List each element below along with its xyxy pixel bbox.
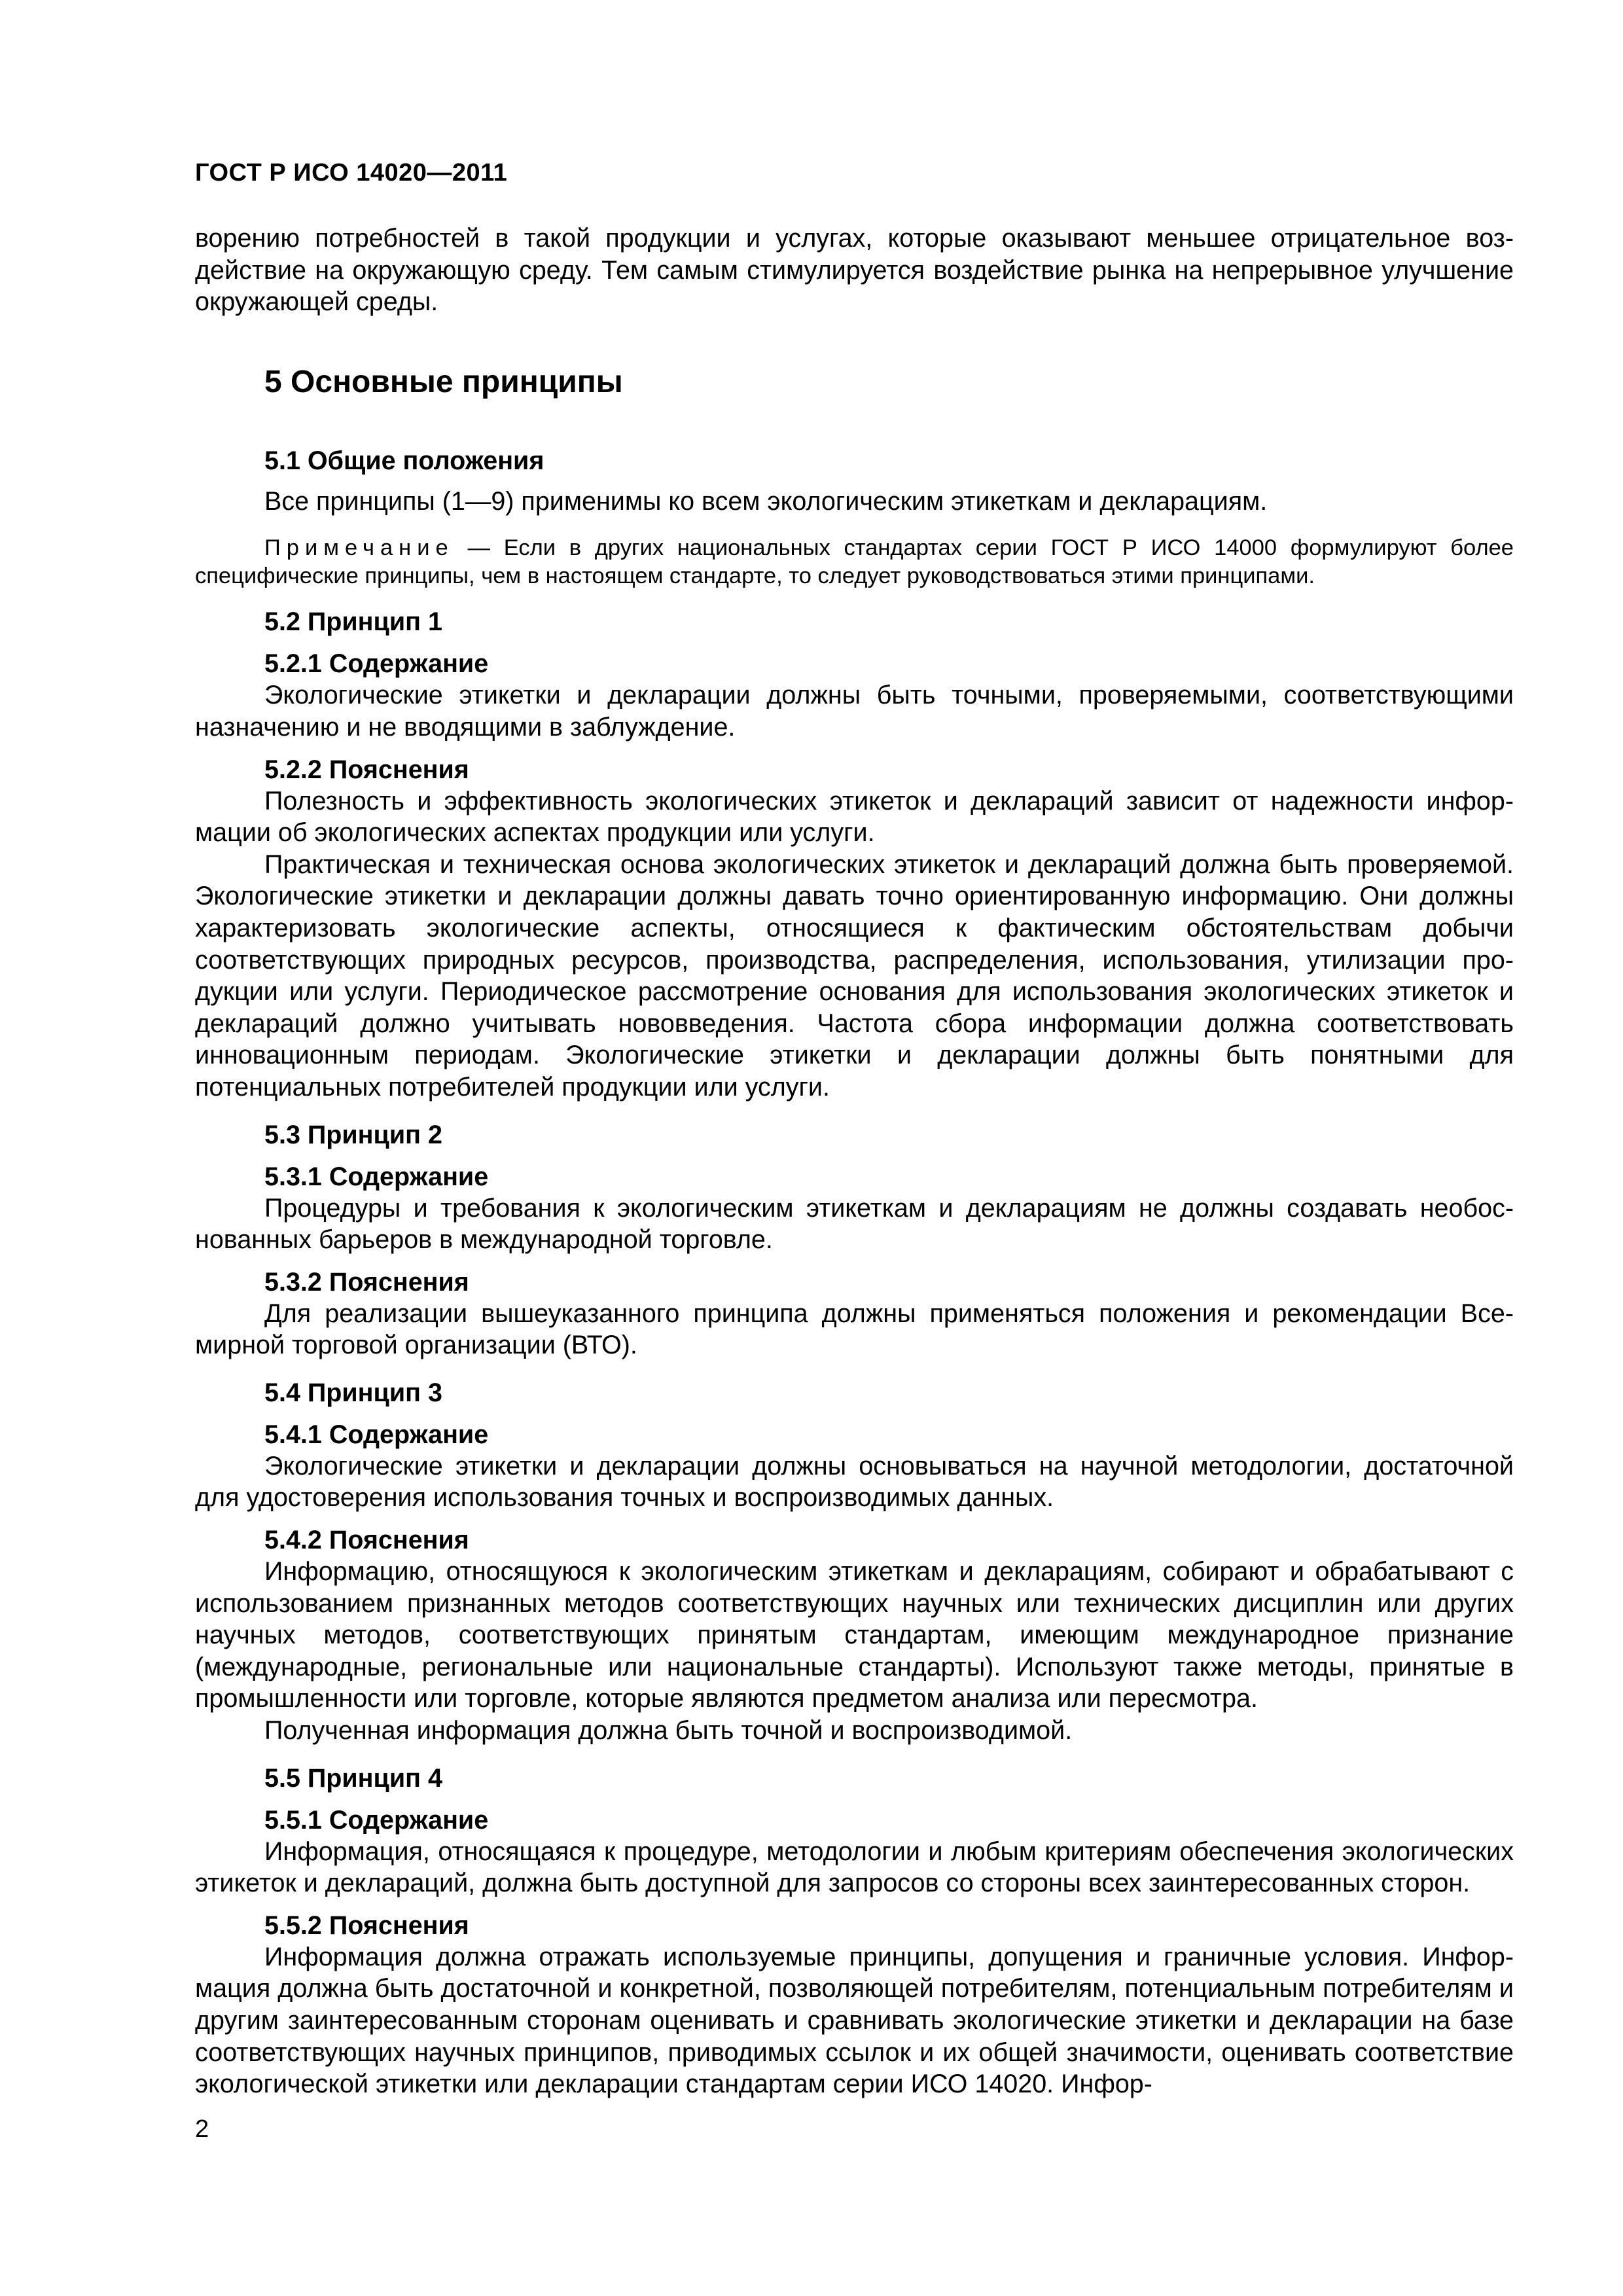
section-5-2-1-heading: 5.2.1 Содержание bbox=[264, 649, 489, 679]
section-5-2-2-paragraph-2: Практическая и техническая основа экологических этикеток и деклараций должна быть проверяемой. Экологические этикетки и декларации должны давать точно ориентированную информацию. Они должны характеризовать экологические аспекты, относящиеся к фактическим обстоятельствам добычи соответствующих природных ресурсов, производства, распределения, использования, утилизации продукции или услуги. Периодическое рассмотрение основания для использования экологических этикеток и деклараций должно учитывать нововведения. Частота сбора информации должна соответствовать инновационным периодам. Экологические этикетки и декларации должны быть понятными для потенциальных потребителей продукции или услуги. bbox=[195, 850, 1514, 1102]
section-5-heading: 5 Основные принципы bbox=[264, 364, 623, 399]
section-5-1-text: Все принципы (1—9) применимы ко всем экологическим этикеткам и декларациям. bbox=[264, 486, 1268, 516]
section-5-1-heading: 5.1 Общие положения bbox=[264, 446, 544, 475]
section-5-3-2-paragraph-1: Для реализации вышеуказанного принципа должны применяться положения и рекомендации Всемирной торговой организации (ВТО). bbox=[195, 1299, 1514, 1360]
section-5-4-1-text: Экологические этикетки и декларации должны основываться на научной методологии, достаточной для удостоверения использования точных и воспроизводимых данных. bbox=[195, 1451, 1514, 1513]
section-5-1-note bbox=[195, 534, 1514, 590]
section-5-5-heading: 5.5 Принцип 4 bbox=[264, 1763, 442, 1793]
page-number: 2 bbox=[195, 2115, 209, 2143]
intro-paragraph: ворению потребностей в такой продукции и услугах, которые оказывают меньшее отрицательное воздействие на окружающую среду. Тем самым стимулируется воздействие рынка на непрерывное улучшение окружающей среды. bbox=[195, 224, 1514, 317]
section-5-4-1-heading: 5.4.1 Содержание bbox=[264, 1420, 489, 1449]
section-5-3-2-heading: 5.3.2 Пояснения bbox=[264, 1267, 469, 1297]
section-5-2-2-paragraph-1: Полезность и эффективность экологических этикеток и деклараций зависит от надежности информации об экологических аспектах продукции или услуги. bbox=[195, 786, 1514, 848]
section-5-5-2-paragraph-1: Информация должна отражать используемые принципы, допущения и граничные условия. Информация должна быть достаточной и конкретной, позволяющей потребителям, потенциальным потребителям и другим заинтересованным сторонам оценивать и сравнивать экологические этикетки и декларации на базе соответствующих научных принципов, приводимых ссылок и их общей значимости, оценивать соответствие экологической этикетки или декларации стандартам серии ИСО 14020. Инфор- bbox=[195, 1942, 1514, 2099]
section-5-5-1-heading: 5.5.1 Содержание bbox=[264, 1805, 489, 1835]
page-header-title: ГОСТ Р ИСО 14020—2011 bbox=[195, 159, 508, 187]
section-5-2-2-heading: 5.2.2 Пояснения bbox=[264, 755, 469, 784]
section-5-2-heading: 5.2 Принцип 1 bbox=[264, 607, 442, 637]
section-5-4-2-heading: 5.4.2 Пояснения bbox=[264, 1526, 469, 1555]
note-text: — Если в других национальных стандартах серии ГОСТ Р ИСО 14000 формулируют более специфические принципы, чем в настоящем стандарте, то следует руководствоваться этими принципами. bbox=[195, 535, 1514, 589]
section-5-5-2-heading: 5.5.2 Пояснения bbox=[264, 1910, 469, 1940]
section-5-5-1-text: Информация, относящаяся к процедуре, методологии и любым критериям обеспечения экологических этикеток и деклараций, должна быть доступной для запросов со стороны всех заинтересованных сторон. bbox=[195, 1837, 1514, 1898]
section-5-2-1-text: Экологические этикетки и декларации должны быть точными, проверяемыми, соответствующими назначению и не вводящими в заблуждение. bbox=[195, 681, 1514, 742]
note-label: Примечание bbox=[264, 535, 454, 561]
page-content bbox=[195, 223, 1514, 2100]
section-5-4-2-paragraph-1: Информацию, относящуюся к экологическим этикеткам и декларациям, собирают и обрабатывают с использованием признанных методов соответствующих научных или технических дисциплин или других научных методов, соответствующих принятым стандартам, имеющим международное признание (международные, региональные или национальные стандарты). Используют также методы, принятые в промышленности или торговле, которые являются предметом анализа или пересмотра. bbox=[195, 1557, 1514, 1713]
section-5-4-2-paragraph-2: Полученная информация должна быть точной и воспроизводимой. bbox=[264, 1716, 1073, 1746]
section-5-4-heading: 5.4 Принцип 3 bbox=[264, 1378, 442, 1407]
section-5-3-1-text: Процедуры и требования к экологическим этикеткам и декларациям не должны создавать необоснованных барьеров в международной торговле. bbox=[195, 1193, 1514, 1255]
section-5-3-heading: 5.3 Принцип 2 bbox=[264, 1120, 442, 1149]
section-5-3-1-heading: 5.3.1 Содержание bbox=[264, 1162, 489, 1191]
